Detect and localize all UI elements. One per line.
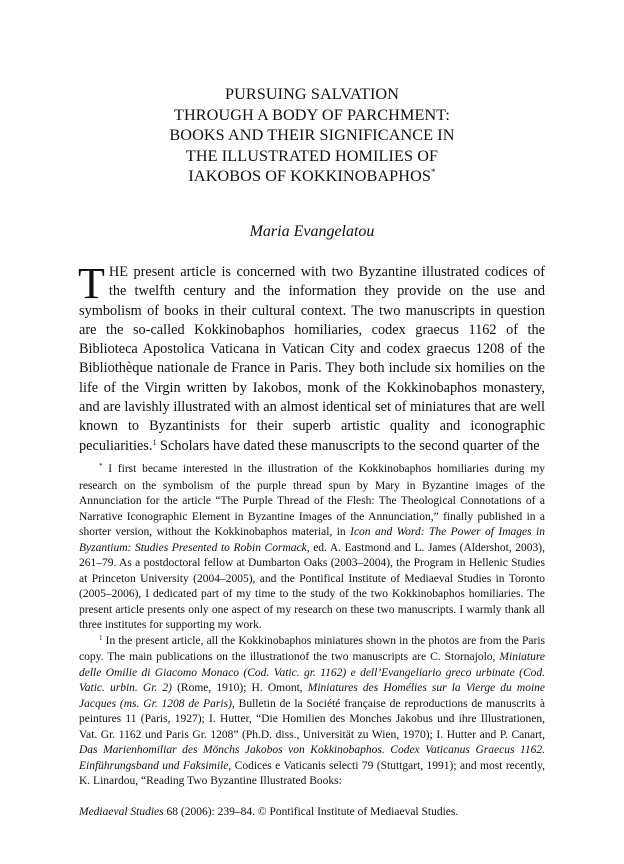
title-footnote-mark[interactable]: * [430,167,436,177]
footnote-text: In the present article, all the Kokkinobaphos miniatures shown in the photos are from the Paris copy. The main publications on the illustrationof the two manuscripts are C. Stornajolo, [79,634,545,663]
article-title [0,84,624,189]
drop-cap: T [78,259,105,308]
footnote-text: ed. A. Eastmond and L. James (Aldershot, 2003), 261–79. As a postdoctoral fellow at Dumbarton Oaks (2003–2004), the Program in Hellenic Studies at Princeton University (2004–2005), and the Pontifical Institute of Mediaeval Studies in Toronto (2005–2006), I dedicated part of my time to the study of the two Kokkinobaphos homiliaries. The present article presents only one aspect of my research on these two manuscripts. I warmly thank all three institutes for supporting my work. [79,541,546,631]
title-line [0,166,624,189]
title-line: PURSUING SALVATION [224,85,400,103]
body-text-part: Scholars have dated these manuscripts to the second quarter of the [156,437,540,454]
footnote-mark: * [99,462,103,470]
title-line: THE ILLUSTRATED HOMILIES OF [185,146,439,165]
footnote-text: (Rome, 1910); H. Omont, [171,682,308,694]
title-line: BOOKS AND THEIR SIGNIFICANCE IN [169,126,455,144]
footnote-star [79,462,545,634]
body-paragraph [78,259,545,457]
footnote-text: Codices e Vaticanis selecti 79 (Stuttgart, 1991); and most recently, K. Linardou, “Reading Two Byzantine Illustrated Books: [79,759,545,787]
footnote-text: Bulletin de la Société française de reproductions de manuscrits à peintures 11 (Paris, 1927); I. Hutter, “Die Homilien des Monches Jakobus und ihre Illustrationen, Vat. Gr. 1162 und Paris Gr. 1208” (Ph.D. diss., Universität zu Wien, 1970); I. Hutter and P. Canart, [79,697,545,741]
title-line: THROUGH A BODY OF PARCHMENT: [173,105,451,124]
footnote-italic: Icon and Word: The Power of Images in Byzantium: Studies Presented to Robin Cormack, [79,526,545,554]
footnote-italic: Das Marienhomiliar des Mönchs Jakobos von Kokkinobaphos. Codex Vaticanus Graecus 1162. Einführungsband und Faksimile, [79,744,545,772]
citation-text: 68 (2006): 239–84. © Pontifical Institute of Mediaeval Studies. [163,806,459,818]
title-line-text: IAKOBOS OF KOKKINOBAPHOS [188,167,431,185]
footnote-1 [79,634,545,790]
footnote-italic: Miniatures des Homélies sur la Vierge du moine Jacques (ms. Gr. 1208 de Paris), [79,682,546,710]
page-footer [79,806,458,818]
body-text-part: HE present article is concerned with two Byzantine illustrated codices of the twelfth century and the information they provide on the use and symbolism of books in their cultural context. The two manuscripts in question are the so-called Kokkinobaphos homiliaries, codex graecus 1162 of the Biblioteca Apostolica Vaticana in Vatican City and codex graecus 1208 of the Bibliothèque nationale de France in Paris. They both include six homilies on the life of the Virgin written by Iakobos, monk of the Kokkinobaphos monastery, and are lavishly illustrated with an almost identical set of miniatures that are well known to Byzantinists for their superb artistic quality and iconographic peculiarities. [79,264,545,454]
footnote-italic: Miniature delle Omilie di Giacomo Monaco (Cod. Vatic. gr. 1162) e dell’Evangeliario greco urbinate (Cod. Vatic. urbin. Gr. 2) [79,651,545,694]
footnote-ref-1[interactable]: 1 [152,437,157,447]
footnote-text: I first became interested in the illustration of the Kokkinobaphos homiliaries during my research on the symbolism of the purple thread spun by Mary in Byzantine images of the Annunciation for the article “The Purple Thread of the Flesh: The Theological Connotations of a Narrative Iconographic Element in Byzantine Images of the Annunciation,” finally published in a shorter version, without the Kokkinobaphos material, in [79,463,545,538]
journal-name: Mediaeval Studies [79,806,164,818]
footnote-mark: 1 [99,633,103,642]
author-name: Maria Evangelatou [249,223,375,240]
body-text [78,259,545,457]
footnotes [79,462,545,790]
